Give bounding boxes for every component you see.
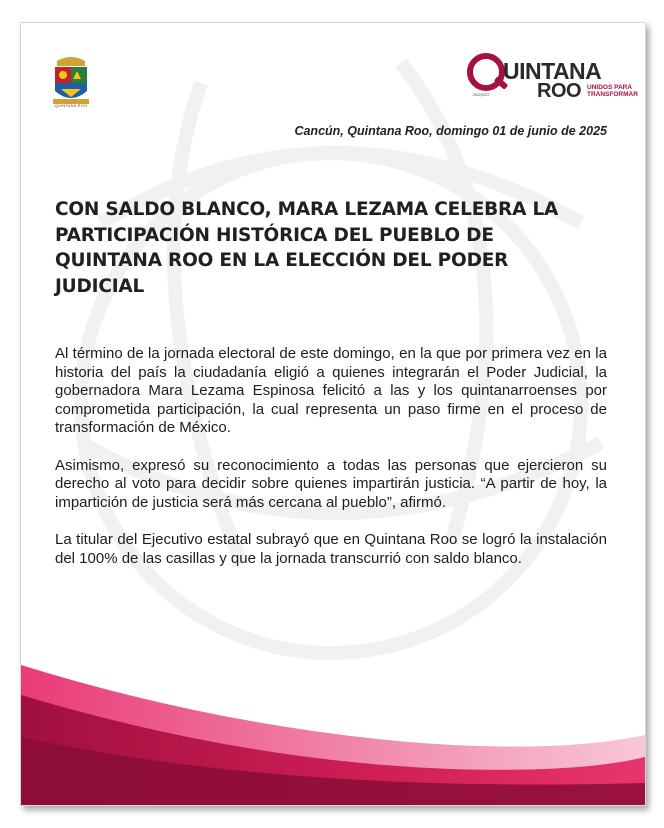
- article-body: [55, 345, 607, 587]
- dateline: Cancún, Quintana Roo, domingo 01 de junio de 2025: [294, 124, 607, 138]
- seal-caption: QUINTANA ROO: [54, 103, 88, 108]
- decorative-footer-waves: [21, 665, 645, 805]
- paragraph-3: La titular del Ejecutivo estatal subrayó que en Quintana Roo se logró la instalación del 100% de las casillas y que la jornada transcurrió con saldo blanco.: [55, 530, 607, 567]
- paragraph-1: Al término de la jornada electoral de este domingo, en la que por primera vez en la historia del país la ciudadanía eligió a quienes integrarán el Poder Judicial, la gobernadora Mara Lezama Espinosa felicitó a las y los quintanarroenses por comprometida participación, la cual representa un paso firme en el proceso de transformación de México.: [55, 345, 607, 437]
- brand-word-quintana: UINTANA: [503, 58, 602, 84]
- paragraph-2: Asimismo, expresó su reconocimiento a todas las personas que ejercieron su derecho al voto para decidir sobre quienes impartirán justicia. “A partir de hoy, la impartición de justicia será más cercana al pueblo”, afirmó.: [55, 456, 607, 511]
- brand-period: 2022|2027: [473, 93, 490, 97]
- brand-word-roo: ROO: [537, 80, 582, 102]
- brand-motto: UNIDOS PARA TRANSFORMAR: [587, 84, 638, 98]
- quintana-roo-logo-icon: [467, 53, 638, 109]
- headline: CON SALDO BLANCO, MARA LEZAMA CELEBRA LA PARTICIPACIÓN HISTÓRICA DEL PUEBLO DE QUINTANA ROO EN LA ELECCIÓN DEL PODER JUDICIAL: [55, 199, 559, 297]
- press-release-page: [20, 22, 646, 806]
